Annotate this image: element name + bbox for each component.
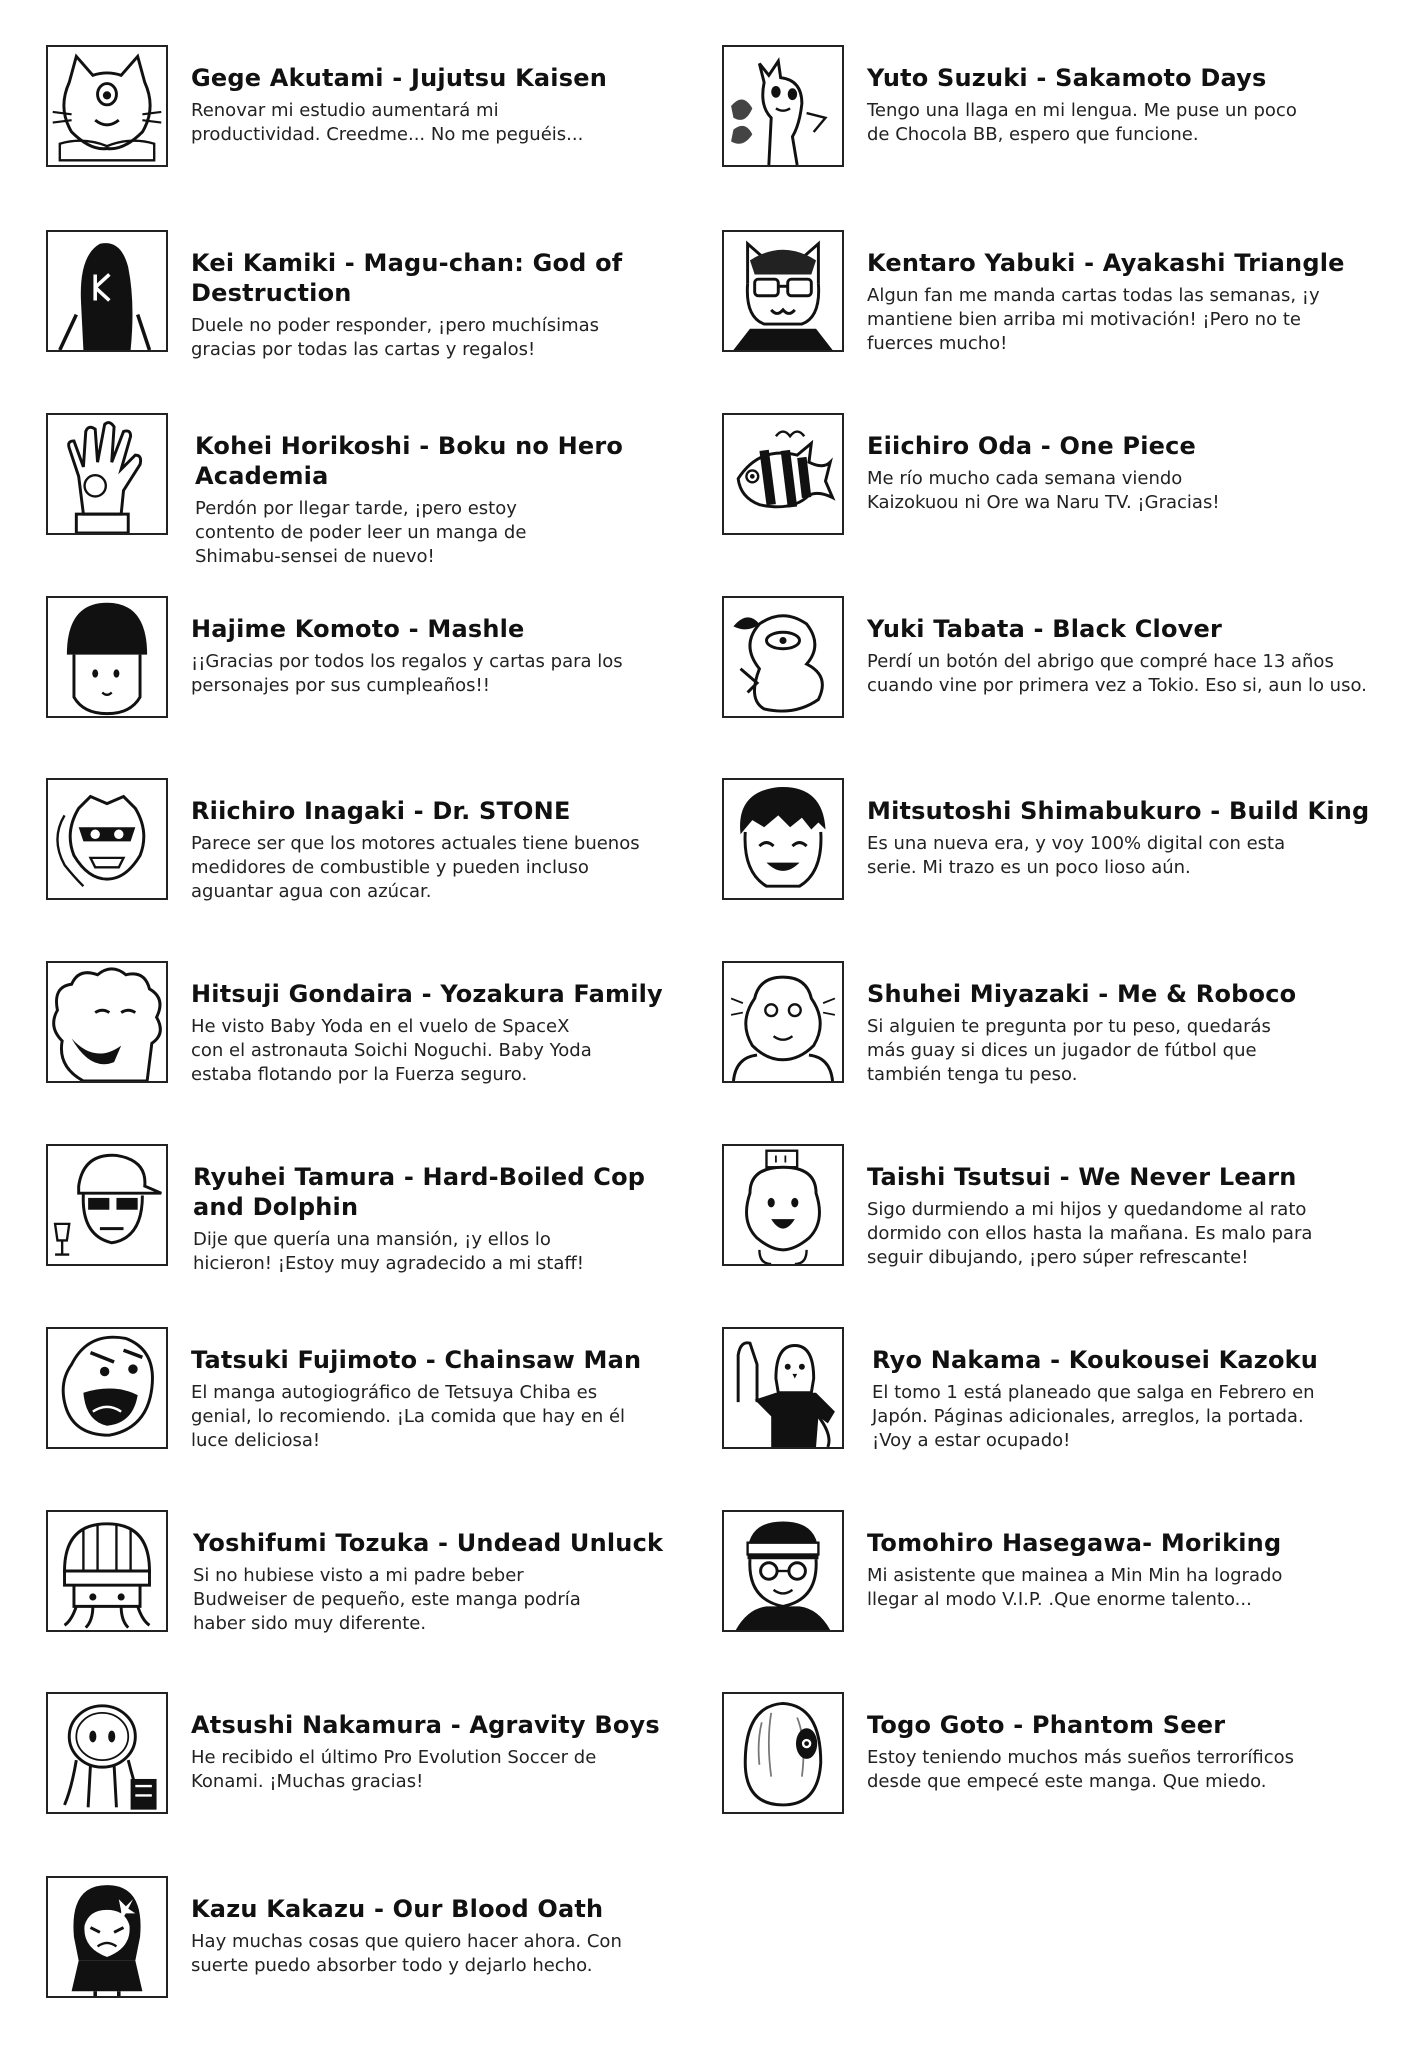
giraffe-icon [722, 45, 844, 167]
duck-icon [722, 596, 844, 718]
cap-man-icon [46, 1144, 168, 1266]
author-message: Hay muchas cosas que quiero hacer ahora. Con suerte puedo absorber todo y dejarlo hecho. [191, 1931, 622, 1976]
author-entry [46, 596, 736, 731]
author-name: Riichiro Inagaki - Dr. STONE [191, 797, 571, 825]
author-message: Parece ser que los motores actuales tiene buenos medidores de combustible y pueden incluso aguantar agua con azúcar. [191, 833, 640, 902]
author-entry [46, 230, 736, 365]
glasses-cat-icon [722, 230, 844, 352]
author-entry [722, 596, 1412, 731]
author-entry [722, 1144, 1412, 1279]
shouting-face-icon [46, 1327, 168, 1449]
author-name: Yoshifumi Tozuka - Undead Unluck [193, 1529, 664, 1557]
author-entry [722, 413, 1412, 548]
author-message: Perdón por llegar tarde, ¡pero estoy contento de poder leer un manga de Shimabu-sensei de nuevo! [195, 498, 527, 567]
author-name: Ryuhei Tamura - Hard-Boiled Cop and Dolphin [193, 1163, 646, 1221]
author-entry [722, 1510, 1412, 1645]
author-entry [722, 1327, 1412, 1462]
author-name: Kei Kamiki - Magu-chan: God of Destruction [191, 249, 623, 307]
author-name: Hajime Komoto - Mashle [191, 615, 525, 643]
author-message: Estoy teniendo muchos más sueños terroríficos desde que empecé este manga. Que miedo. [867, 1747, 1295, 1792]
author-message: Sigo durmiendo a mi hijos y quedandome al rato dormido con ellos hasta la mañana. Es malo para seguir dibujando, ¡pero súper refrescante! [867, 1199, 1313, 1268]
author-entry [722, 1692, 1412, 1827]
author-name: Ryo Nakama - Koukousei Kazoku [872, 1346, 1319, 1374]
author-name: Togo Goto - Phantom Seer [867, 1711, 1226, 1739]
author-message: Si alguien te pregunta por tu peso, quedarás más guay si dices un jugador de fútbol que también tenga tu peso. [867, 1016, 1271, 1085]
author-message: ¡¡Gracias por todos los regalos y cartas para los personajes por sus cumpleaños!! [191, 651, 623, 696]
hooded-girl-icon [46, 1876, 168, 1998]
fish-icon [722, 413, 844, 535]
author-name: Gege Akutami - Jujutsu Kaisen [191, 64, 607, 92]
author-name: Tomohiro Hasegawa- Moriking [867, 1529, 1282, 1557]
author-message: He visto Baby Yoda en el vuelo de SpaceX con el astronauta Soichi Noguchi. Baby Yoda estaba flotando por la Fuerza seguro. [191, 1016, 592, 1085]
author-entry [722, 961, 1412, 1096]
author-name: Kentaro Yabuki - Ayakashi Triangle [867, 249, 1345, 277]
author-message: Me río mucho cada semana viendo Kaizokuou ni Ore wa Naru TV. ¡Gracias! [867, 468, 1220, 513]
waving-bird-icon [722, 1327, 844, 1449]
author-entry [46, 961, 736, 1096]
raised-hand-icon [46, 413, 168, 535]
beanie-creature-icon [46, 1510, 168, 1632]
author-entry [46, 1327, 736, 1462]
author-entry [46, 1144, 736, 1279]
author-entry [722, 230, 1412, 365]
mushroom-head-icon [46, 596, 168, 718]
author-entry [46, 1510, 736, 1645]
author-message: El manga autogiográfico de Tetsuya Chiba es genial, lo recomiendo. ¡La comida que hay en él luce deliciosa! [191, 1382, 626, 1451]
headband-boy-icon [722, 1510, 844, 1632]
smiling-boy-icon [722, 778, 844, 900]
author-name: Eiichiro Oda - One Piece [867, 432, 1197, 460]
author-message: Tengo una llaga en mi lengua. Me puse un poco de Chocola BB, espero que funcione. [867, 100, 1297, 145]
author-message: Mi asistente que mainea a Min Min ha logrado llegar al modo V.I.P. .Que enorme talento... [867, 1565, 1283, 1610]
author-name: Shuhei Miyazaki - Me & Roboco [867, 980, 1297, 1008]
hooded-figure-icon [46, 230, 168, 352]
author-message: Duele no poder responder, ¡pero muchísimas gracias por todas las cartas y regalos! [191, 315, 600, 360]
author-message: He recibido el último Pro Evolution Soccer de Konami. ¡Muchas gracias! [191, 1747, 597, 1792]
author-entry [46, 45, 736, 180]
author-name: Tatsuki Fujimoto - Chainsaw Man [191, 1346, 642, 1374]
author-entry [722, 45, 1412, 180]
author-message: Es una nueva era, y voy 100% digital con esta serie. Mi trazo es un poco lioso aún. [867, 833, 1286, 878]
masked-face-icon [46, 778, 168, 900]
author-entry [46, 1692, 736, 1827]
author-name: Kazu Kakazu - Our Blood Oath [191, 1895, 604, 1923]
author-name: Yuto Suzuki - Sakamoto Days [867, 64, 1267, 92]
author-message: Algun fan me manda cartas todas las semanas, ¡y mantiene bien arriba mi motivación! ¡Pero no te fuerces mucho! [867, 285, 1320, 354]
chubby-man-icon [722, 961, 844, 1083]
halo-ghost-icon [46, 1692, 168, 1814]
cat-eye-icon [46, 45, 168, 167]
author-message: Si no hubiese visto a mi padre beber Budweiser de pequeño, este manga podría haber sido muy diferente. [193, 1565, 581, 1634]
author-name: Atsushi Nakamura - Agravity Boys [191, 1711, 660, 1739]
author-name: Mitsutoshi Shimabukuro - Build King [867, 797, 1370, 825]
author-name: Yuki Tabata - Black Clover [867, 615, 1222, 643]
egg-icon [722, 1692, 844, 1814]
author-name: Taishi Tsutsui - We Never Learn [867, 1163, 1297, 1191]
author-message: Perdí un botón del abrigo que compré hace 13 años cuando vine por primera vez a Tokio. Eso si, aun lo uso. [867, 651, 1367, 696]
author-name: Kohei Horikoshi - Boku no Hero Academia [195, 432, 624, 490]
author-message: El tomo 1 está planeado que salga en Febrero en Japón. Páginas adicionales, arreglos, la portada. ¡Voy a estar ocupado! [872, 1382, 1315, 1451]
author-entry [46, 413, 736, 567]
author-entry [46, 778, 736, 913]
sheep-icon [46, 961, 168, 1083]
author-message: Dije que quería una mansión, ¡y ellos lo hicieron! ¡Estoy muy agradecido a mi staff! [193, 1229, 585, 1274]
author-entry [46, 1876, 736, 2011]
baby-face-icon [722, 1144, 844, 1266]
author-name: Hitsuji Gondaira - Yozakura Family [191, 980, 663, 1008]
author-entry [722, 778, 1412, 913]
author-message: Renovar mi estudio aumentará mi productividad. Creedme... No me peguéis... [191, 100, 584, 145]
